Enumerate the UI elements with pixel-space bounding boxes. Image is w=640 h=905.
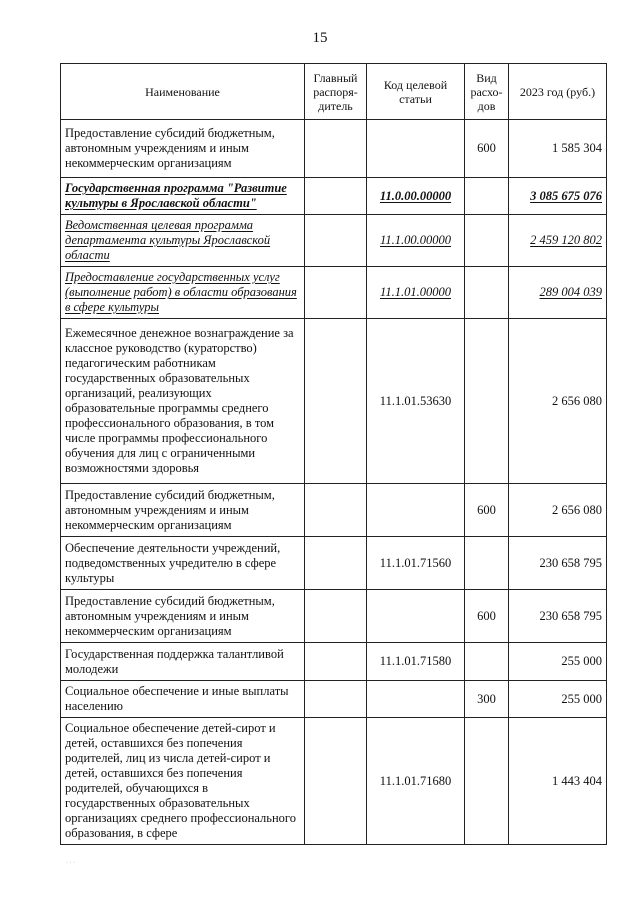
cell-amount: 255 000 (509, 681, 607, 718)
cell-admin (305, 484, 367, 537)
cell-admin (305, 590, 367, 643)
table-row (61, 681, 607, 718)
table-row (61, 484, 607, 537)
cell-code: 11.0.00.00000 (367, 178, 465, 215)
cell-name: Ведомственная целевая программа департамента культуры Ярославской области (61, 215, 305, 267)
header-admin: Главный распоря-дитель (305, 64, 367, 120)
table-row (61, 215, 607, 267)
header-kind: Вид расхо-дов (465, 64, 509, 120)
cell-kind (465, 643, 509, 681)
cell-kind (465, 267, 509, 319)
cell-amount: 2 459 120 802 (509, 215, 607, 267)
cell-admin (305, 120, 367, 178)
table-header-row (61, 64, 607, 120)
scan-artifact: · · · (66, 860, 75, 866)
cell-name: Социальное обеспечение и иные выплаты населению (61, 681, 305, 718)
cell-name: Предоставление субсидий бюджетным, автономным учреждениям и иным некоммерческим организациям (61, 590, 305, 643)
cell-amount: 1 443 404 (509, 718, 607, 845)
cell-amount: 2 656 080 (509, 319, 607, 484)
budget-table (60, 63, 607, 845)
cell-name: Ежемесячное денежное вознаграждение за классное руководство (кураторство) педагогическим работникам государственных образовательных организаций, реализующих образовательные программы среднего профессионального образования, в том числе программы профессионального обучения для лиц с ограниченными возможностями здоровья (61, 319, 305, 484)
table-row (61, 267, 607, 319)
cell-kind: 600 (465, 484, 509, 537)
cell-code: 11.1.01.53630 (367, 319, 465, 484)
cell-code: 11.1.01.71560 (367, 537, 465, 590)
cell-name: Государственная программа "Развитие культуры в Ярославской области" (61, 178, 305, 215)
cell-code: 11.1.01.71580 (367, 643, 465, 681)
cell-admin (305, 643, 367, 681)
cell-admin (305, 718, 367, 845)
cell-name: Обеспечение деятельности учреждений, подведомственных учредителю в сфере культуры (61, 537, 305, 590)
table-row (61, 590, 607, 643)
header-name: Наименование (61, 64, 305, 120)
cell-admin (305, 267, 367, 319)
table-row (61, 643, 607, 681)
cell-name: Предоставление субсидий бюджетным, автономным учреждениям и иным некоммерческим организациям (61, 120, 305, 178)
table-row (61, 718, 607, 845)
cell-admin (305, 215, 367, 267)
cell-amount: 230 658 795 (509, 590, 607, 643)
cell-name: Предоставление государственных услуг (выполнение работ) в области образования в сфере культуры (61, 267, 305, 319)
table-row (61, 537, 607, 590)
cell-admin (305, 319, 367, 484)
cell-code (367, 484, 465, 537)
cell-code: 11.1.01.00000 (367, 267, 465, 319)
header-code: Код целевой статьи (367, 64, 465, 120)
cell-code (367, 681, 465, 718)
cell-code: 11.1.01.71680 (367, 718, 465, 845)
cell-name: Предоставление субсидий бюджетным, автономным учреждениям и иным некоммерческим организациям (61, 484, 305, 537)
cell-name: Социальное обеспечение детей-сирот и детей, оставшихся без попечения родителей, лиц из числа детей-сирот и детей, оставшихся без попечения родителей, обучающихся в государственных образовательных организациях среднего профессионального образования, в сфере (61, 718, 305, 845)
cell-kind (465, 215, 509, 267)
cell-admin (305, 537, 367, 590)
cell-kind (465, 178, 509, 215)
page-number: 15 (312, 30, 328, 46)
cell-amount: 2 656 080 (509, 484, 607, 537)
cell-code: 11.1.00.00000 (367, 215, 465, 267)
cell-kind (465, 718, 509, 845)
cell-code (367, 120, 465, 178)
cell-amount: 255 000 (509, 643, 607, 681)
cell-kind: 600 (465, 590, 509, 643)
table-row (61, 120, 607, 178)
cell-code (367, 590, 465, 643)
cell-admin (305, 178, 367, 215)
cell-amount: 1 585 304 (509, 120, 607, 178)
header-amount: 2023 год (руб.) (509, 64, 607, 120)
cell-kind: 600 (465, 120, 509, 178)
table-row (61, 178, 607, 215)
cell-amount: 230 658 795 (509, 537, 607, 590)
table-row (61, 319, 607, 484)
cell-admin (305, 681, 367, 718)
cell-kind (465, 319, 509, 484)
cell-name: Государственная поддержка талантливой молодежи (61, 643, 305, 681)
cell-kind: 300 (465, 681, 509, 718)
cell-amount: 289 004 039 (509, 267, 607, 319)
cell-kind (465, 537, 509, 590)
cell-amount: 3 085 675 076 (509, 178, 607, 215)
